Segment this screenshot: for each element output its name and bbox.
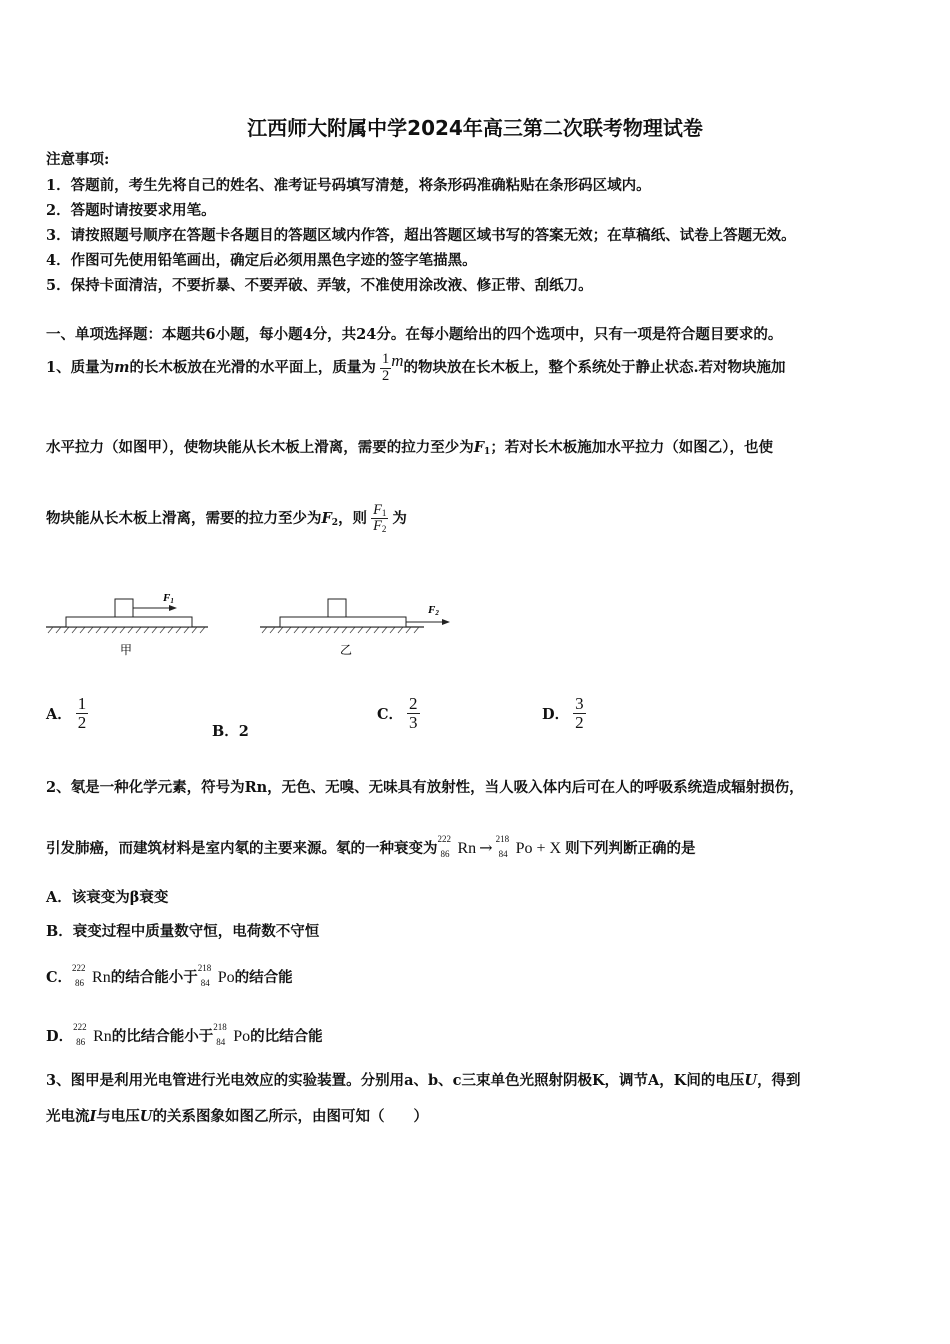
half-mass-fraction: $\frac{1}{2}$ xyxy=(381,351,390,384)
q1-option-c[interactable]: C． $\frac{2}{3}$ xyxy=(377,694,418,732)
notice-item-3: 3．请按照题号顺序在答题卡各题目的答题区域内作答，超出答题区域书写的答案无效；在草稿纸、试卷上答题无效。 xyxy=(46,227,796,244)
block-yi xyxy=(328,599,346,617)
label-yi: 乙 xyxy=(340,643,353,657)
notice-item-5: 5．保持卡面清洁，不要折暴、不要弄破、弄皱，不准使用涂改液、修正带、刮纸刀。 xyxy=(46,277,593,294)
q1-line3: 物块能从长木板上滑离，需要的拉力至少为$F_2$，则 $\frac{F_1}{F_2}$ 为 xyxy=(46,502,407,535)
force-ratio-fraction: $\frac{F_1}{F_2}$ xyxy=(373,502,387,535)
radon-nuclide: 222 86 Rn xyxy=(437,834,477,859)
block-jia xyxy=(115,599,133,617)
polonium-nuclide: 218 84 Po xyxy=(495,834,533,859)
notice-item-4: 4．作图可先使用铅笔画出，确定后必须用黑色字迹的签字笔描黑。 xyxy=(46,252,477,269)
q2-option-c[interactable]: C． 222 86 Rn的结合能小于 218 84 Po的结合能 xyxy=(46,963,293,988)
long-board-jia xyxy=(66,617,192,627)
q2-line2: 引发肺癌，而建筑材料是室内氡的主要来源。氡的一种衰变为 222 86 Rn → 218 84 Po + X 则下列判断正确的是 xyxy=(46,834,696,859)
q2-option-d[interactable]: D． 222 86 Rn的比结合能小于 218 84 Po的比结合能 xyxy=(46,1022,323,1047)
q2-option-b[interactable]: B．衰变过程中质量数守恒，电荷数不守恒 xyxy=(46,923,320,940)
figure-jia xyxy=(46,592,208,657)
notice-heading: 注意事项: xyxy=(46,151,110,168)
q3-line1: 3、图甲是利用光电管进行光电效应的实验装置。分别用a、b、c三束单色光照射阴极K，调节A，K间的电压U，得到 xyxy=(46,1072,801,1089)
notice-item-2: 2．答题时请按要求用笔。 xyxy=(46,202,216,219)
label-f2: F2 xyxy=(428,604,439,617)
q1-line2: 水平拉力（如图甲），使物块能从长木板上滑离，需要的拉力至少为$F_1$；若对长木板施加水平拉力（如图乙），也使 xyxy=(46,439,774,457)
q2-option-a[interactable]: A．该衰变为β衰变 xyxy=(46,889,169,906)
q2-line1: 2、氡是一种化学元素，符号为Rn，无色、无嗅、无味具有放射性，当人吸入体内后可在人的呼吸系统造成辐射损伤， xyxy=(46,779,804,796)
figure-yi xyxy=(260,599,450,657)
page-title: 江西师大附属中学2024年高三第二次联考物理试卷 xyxy=(247,116,703,140)
q1-line1: 1、质量为m的长木板放在光滑的水平面上，质量为 $\frac{1}{2}$ m的物块放在长木板上，整个系统处于静止状态.若对物块施加 xyxy=(46,351,786,384)
section-heading: 一、单项选择题：本题共6小题，每小题4分，共24分。在每小题给出的四个选项中，只有一项是符合题目要求的。 xyxy=(46,326,783,343)
q1-option-d[interactable]: D． $\frac{3}{2}$ xyxy=(542,694,584,732)
label-jia: 甲 xyxy=(120,643,133,657)
q1-option-b[interactable]: B．2 xyxy=(212,723,249,740)
label-f1: F1 xyxy=(163,592,174,605)
q3-line2: 光电流I与电压U的关系图象如图乙所示，由图可知（ ） xyxy=(46,1108,428,1125)
q1-option-a[interactable]: A． $\frac{1}{2}$ xyxy=(46,694,87,732)
q1-figure xyxy=(44,585,464,660)
notice-item-1: 1．答题前，考生先将自己的姓名、准考证号码填写清楚，将条形码准确粘贴在条形码区域内。 xyxy=(46,177,651,194)
long-board-yi xyxy=(280,617,406,627)
